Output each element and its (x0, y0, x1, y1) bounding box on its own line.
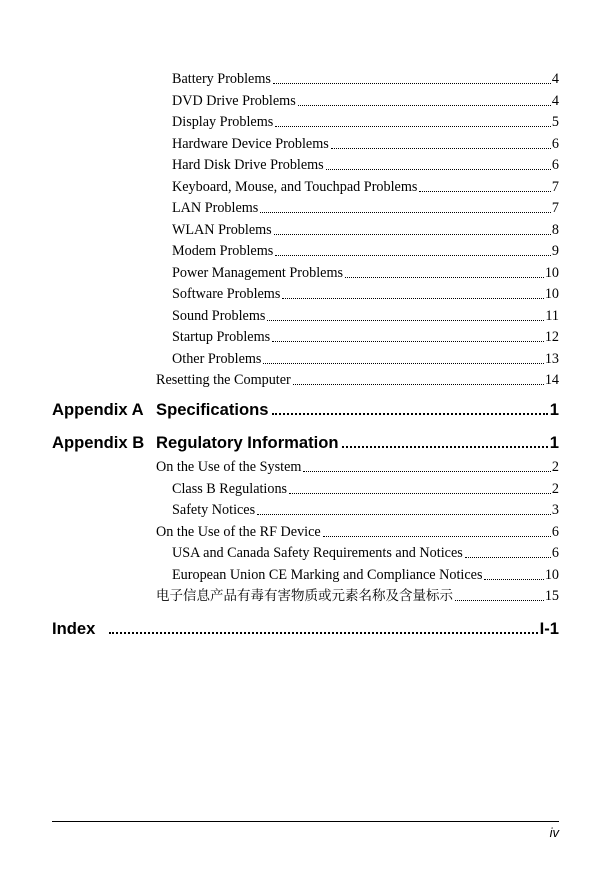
toc-entry-label: European Union CE Marking and Compliance Notices (172, 566, 483, 583)
toc-entry-label: On the Use of the RF Device (156, 523, 321, 540)
toc-entry-chinese-hazard[interactable] (156, 588, 559, 605)
toc-entry-page: 4 (551, 71, 559, 87)
toc-entry-sound[interactable] (172, 308, 559, 325)
dot-leader (282, 298, 543, 299)
toc-entry-page: 4 (551, 92, 559, 109)
dot-leader (419, 191, 551, 192)
dot-leader (465, 557, 551, 558)
toc-entry-label: Sound Problems (172, 307, 266, 324)
toc-entry-label: 电子信息产品有毒有害物质或元素名称及含量标示 (156, 588, 453, 604)
toc-entry-label: Display Problems (172, 114, 274, 130)
toc-entry-page: 8 (551, 221, 559, 238)
footer-rule (52, 821, 559, 822)
dot-leader (275, 126, 551, 127)
toc-entry-lan[interactable] (172, 200, 559, 217)
toc-entry-power[interactable] (172, 265, 559, 282)
dot-leader (289, 493, 551, 494)
footer-page-number: iv (549, 825, 559, 840)
toc-entry-label: Hardware Device Problems (172, 135, 329, 152)
dot-leader (275, 255, 551, 256)
toc-entry-safety[interactable] (172, 502, 559, 519)
toc-entry-label: LAN Problems (172, 200, 259, 216)
dot-leader (345, 277, 544, 278)
dot-leader (484, 579, 543, 580)
toc-entry-wlan[interactable] (172, 222, 559, 239)
toc-entry-label: Power Management Problems (172, 264, 344, 281)
toc-entry-page: 1 (549, 433, 559, 452)
dot-leader (272, 413, 548, 415)
toc-entry-label: DVD Drive Problems (172, 92, 296, 109)
toc-entry-label: Class B Regulations (172, 480, 288, 497)
toc-entry-harddisk[interactable] (172, 157, 559, 174)
toc-entry-label: WLAN Problems (172, 221, 272, 238)
toc-entry-page: I-1 (539, 619, 559, 638)
toc-index[interactable] (52, 619, 559, 639)
toc-entry-hardware[interactable] (172, 136, 559, 153)
appendix-title: Regulatory Information (156, 433, 339, 452)
toc-entry-page: 2 (551, 480, 559, 497)
toc-entry-page: 6 (551, 157, 559, 173)
toc-entry-page: 1 (549, 400, 559, 419)
toc-entry-label: Modem Problems (172, 243, 274, 259)
toc-entry-class-b[interactable] (172, 481, 559, 498)
toc-entry-startup[interactable] (172, 329, 559, 346)
dot-leader (303, 471, 551, 472)
toc-entry-keyboard[interactable] (172, 179, 559, 196)
toc-entry-page: 10 (544, 286, 559, 302)
toc-entry-page: 15 (544, 588, 559, 604)
toc-entry-usa-canada[interactable] (172, 545, 559, 562)
dot-leader (323, 536, 551, 537)
dot-leader (331, 148, 551, 149)
dot-leader (274, 234, 551, 235)
toc-entry-eu-ce[interactable] (172, 567, 559, 584)
toc-entry-use-rf[interactable] (156, 524, 559, 541)
dot-leader (109, 632, 537, 634)
dot-leader (455, 600, 544, 601)
toc-entry-page: 7 (551, 200, 559, 216)
toc-appendix-b[interactable] (52, 433, 559, 453)
dot-leader (326, 169, 551, 170)
toc-entry-page: 14 (544, 372, 559, 388)
toc-entry-page: 10 (544, 566, 559, 583)
toc-entry-label: Safety Notices (172, 502, 256, 518)
toc-entry-label: Battery Problems (172, 71, 271, 87)
dot-leader (263, 363, 543, 364)
toc-entry-page: 11 (545, 307, 559, 324)
toc-entry-label: Startup Problems (172, 329, 271, 345)
appendix-prefix: Appendix A (52, 400, 144, 419)
dot-leader (342, 446, 548, 448)
toc-entry-page: 5 (551, 114, 559, 130)
dot-leader (273, 83, 551, 84)
dot-leader (267, 320, 544, 321)
toc-entry-page: 13 (544, 350, 559, 367)
index-title: Index (52, 619, 96, 638)
toc-entry-battery[interactable] (172, 71, 559, 88)
toc-entry-page: 10 (544, 264, 559, 281)
toc-entry-page: 2 (551, 459, 559, 475)
dot-leader (272, 341, 544, 342)
toc-entry-page: 12 (544, 329, 559, 345)
appendix-prefix: Appendix B (52, 433, 145, 452)
toc-entry-label: Hard Disk Drive Problems (172, 157, 324, 173)
toc-entry-page: 9 (551, 243, 559, 259)
dot-leader (260, 212, 551, 213)
toc-entry-label: Software Problems (172, 286, 281, 302)
toc-entry-label: Resetting the Computer (156, 372, 291, 388)
dot-leader (257, 514, 551, 515)
toc-entry-modem[interactable] (172, 243, 559, 260)
toc-entry-dvd[interactable] (172, 93, 559, 110)
toc-entry-software[interactable] (172, 286, 559, 303)
toc-entry-other[interactable] (172, 351, 559, 368)
dot-leader (298, 105, 551, 106)
toc-entry-use-system[interactable] (156, 459, 559, 476)
toc-entry-label: On the Use of the System (156, 459, 302, 475)
toc-entry-page: 6 (551, 545, 559, 561)
toc-entry-page: 6 (551, 135, 559, 152)
appendix-title: Specifications (156, 400, 269, 419)
toc-entry-resetting[interactable] (156, 372, 559, 389)
toc-entry-page: 3 (551, 502, 559, 518)
toc-entry-page: 7 (551, 178, 559, 195)
dot-leader (293, 384, 544, 385)
toc-entry-label: USA and Canada Safety Requirements and Notices (172, 545, 463, 561)
toc-entry-label: Other Problems (172, 350, 262, 367)
toc-entry-page: 6 (551, 523, 559, 540)
toc-entry-label: Keyboard, Mouse, and Touchpad Problems (172, 178, 418, 195)
toc-appendix-a[interactable] (52, 400, 559, 420)
toc-entry-display[interactable] (172, 114, 559, 131)
